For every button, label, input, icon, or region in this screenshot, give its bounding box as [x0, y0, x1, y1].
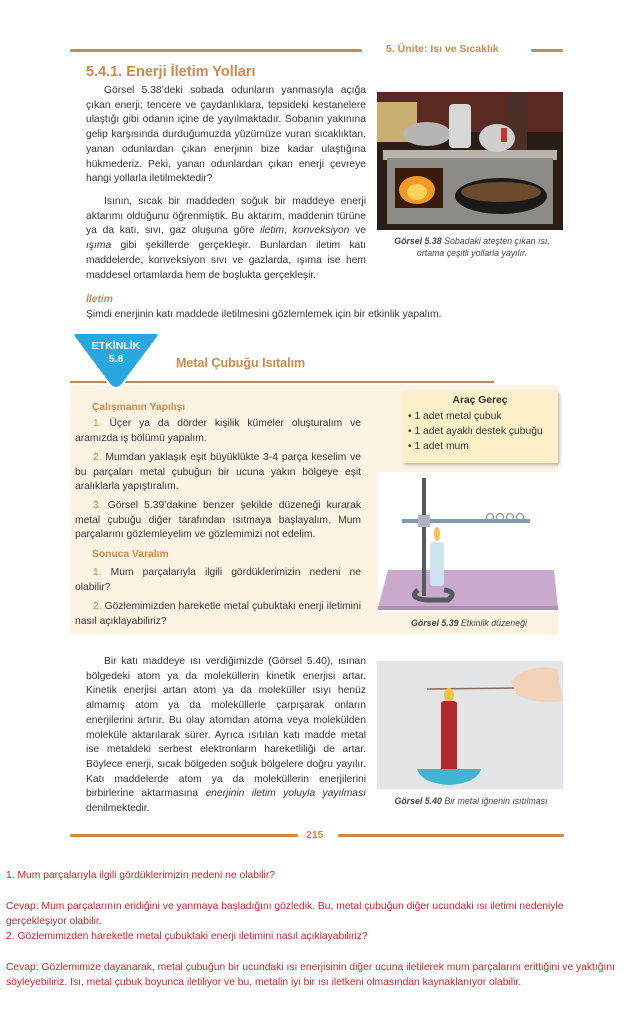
header-rule-right: [531, 49, 563, 52]
conclusion-title: Sonuca Varalım: [92, 549, 169, 560]
footer-rule-right: [338, 834, 564, 837]
header-rule-left: [70, 49, 362, 52]
figure-5-38-caption: Görsel 5.38 Sobadaki ateşten çıkan ısı, ortama çeşitli yollarla yayılır.: [394, 236, 550, 258]
intro-paragraph: Görsel 5.38’deki sobada odunların yanmasıyla açığa çıkan enerji; tencere ve çaydanlıklara, tepsideki kestanelere ulaştığı gibi odanın içine de yayılmaktadır. Sobanın yakınına gelip karşısında durduğumuzda yüzümüze vuran sıcaklıktan, yanan odunlardan çıkan enerjinin bize kadar ulaştığına hükmederiz. Peki, yanan odunlardan çıkan enerji çevreye hangi yollarla iletilmektedir?: [86, 85, 366, 185]
tools-item: • 1 adet mum: [408, 441, 469, 452]
conclusion-question: 2. Gözlemimizden hareketle metal çubuktaki enerji iletimini nasıl açıklayabiliriz?: [75, 601, 361, 627]
tools-title: Araç Gereç: [452, 395, 508, 406]
unit-title: 5. Ünite: Isı ve Sıcaklık: [386, 43, 499, 55]
activity-badge: ETKİNLİK 5.8: [91, 340, 141, 365]
figure-5-40-caption: Görsel 5.40 Bir metal iğnenin ısıtılması: [394, 796, 548, 806]
setup-image: [378, 472, 558, 612]
conduction-paragraph: Bir katı maddeye ısı verdiğimizde (Görsel 5.40), ısınan bölgedeki atom ya da moleküllerin kinetik enerjisi artar. Kinetik enerjisi artan atom ya da moleküller ısıyı henüz almamış atom ya da moleküllerle çarpışarak onların enerjilerini artırır. Bu olay atomdan atoma veya molekülden moleküle aktarılarak sürer. Ayrıca ısıtılan katı madde metal ise metaldeki serbest elektronların hareketliliği de artar. Böylece enerji, sıcak bölgeden soğuk bölgelere doğru yayılır. Katı maddelerde atom ya da moleküllerin enerjilerini birbirlerine aktarmasına enerjinin iletim yoluyla yayılması denilmektedir.: [86, 656, 367, 815]
answer-2: Cevap: Gözlemimize dayanarak, metal çubuğun bir ucundaki ısı enerjisinin diğer ucuna iletilerek mum parçalarını erittiğini ve yaktığını söyleyebiliriz. Isı, metal çubuk boyunca iletiliyor ve bu, metalin iyi bir ısı iletkeni olmasından kaynaklanıyor olabilir.: [6, 962, 615, 988]
figure-5-39-caption: Görsel 5.39 Etkinlik düzeneği: [411, 618, 527, 628]
procedure-step: 2. Mumdan yaklaşık eşit büyüklükte 3-4 parça keselim ve bu parçaları metal çubuğun bir ucuna yakın bölgeye eşit aralıklarla yapıştıralım.: [75, 452, 361, 493]
candle-needle-icon: [377, 661, 563, 789]
stand-rod-candle-icon: [378, 472, 558, 612]
paths-paragraph: Isının, sıcak bir maddeden soğuk bir maddeye enerji aktarımı olduğunu öğrenmiştik. Bu aktarım, maddenin türüne ya da katı, sıvı, gaz oluşuna göre iletim, konveksiyon ve ışıma gibi şekillerde gerçekleşir. Bunlardan iletim katı maddelerde, konveksiyon sıvı ve gazlarda, ışıma ise hem maddesel ortamlarda hem de boşlukta gerçekleşir.: [86, 196, 366, 281]
iletim-text: Şimdi enerjinin katı maddede iletilmesini gözlemlemek için bir etkinlik yapalım.: [86, 309, 442, 320]
answer-1: Cevap: Mum parçalarının eridiğini ve yanmaya başladığını gözledik. Bu, metal çubuğun diğer ucundaki ısı iletimi nedeniyle gerçekleşiyor olabilir.: [6, 901, 564, 927]
tools-item: • 1 adet metal çubuk: [408, 411, 502, 422]
iletim-title: İletim: [86, 294, 113, 305]
footer-rule-left: [70, 834, 298, 837]
procedure-step: 3. Görsel 5.39’dakine benzer şekilde düzeneği kurarak metal çubuğu diğer tarafından ısıtmaya başlayalım. Mum parçalarını gözlemleyelim ve gözlemimizi not edelim.: [75, 500, 361, 541]
answer-question-1: 1. Mum parçalarıyla ilgili gördüklerimizin nedeni ne olabilir?: [6, 870, 275, 881]
answer-question-2: 2. Gözlemimizden hareketle metal çubuktaki enerji iletimini nasıl açıklayabiliriz?: [6, 931, 368, 942]
activity-title: Metal Çubuğu Isıtalım: [176, 356, 306, 370]
tools-box: [402, 391, 558, 463]
stove-image: [377, 92, 563, 230]
needle-heating-image: [377, 661, 563, 789]
procedure-step: 1. Üçer ya da dörder kişilik kümeler oluşturalım ve aramızda iş bölümü yapalım.: [75, 418, 361, 444]
page-number: 215: [306, 829, 324, 841]
conclusion-question: 1. Mum parçalarıyla ilgili gördüklerimizin nedeni ne olabilir?: [75, 567, 361, 593]
tools-item: • 1 adet ayaklı destek çubuğu: [408, 426, 543, 437]
stove-illustration-icon: [377, 92, 563, 230]
section-title: 5.4.1. Enerji İletim Yolları: [86, 64, 256, 80]
procedure-title: Çalışmanın Yapılışı: [92, 402, 186, 413]
